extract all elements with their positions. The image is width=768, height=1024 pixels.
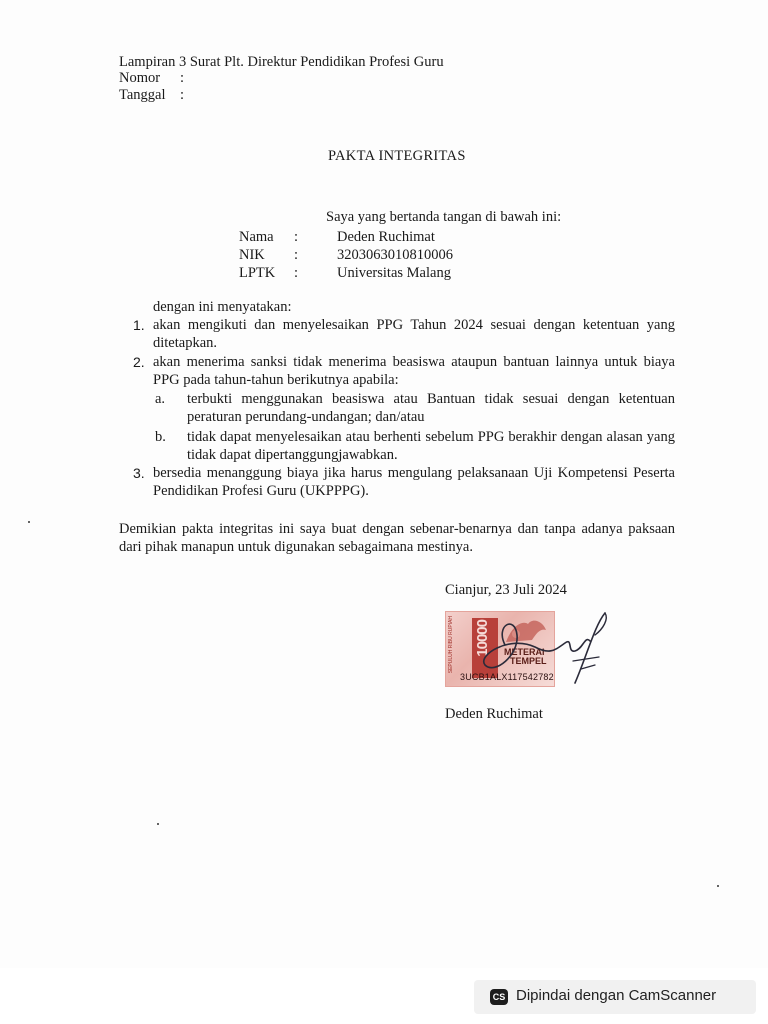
intro-text: Saya yang bertanda tangan di bawah ini: (326, 209, 562, 225)
item-text-1: akan mengikuti dan menyelesaikan PPG Tahun 2024 sesuai dengan ketentuan yang ditetapkan. (153, 317, 675, 351)
identity-label-nama: Nama (239, 229, 274, 245)
item-number-1: 1. (133, 317, 145, 333)
scan-speck (28, 521, 30, 523)
item-text-2: akan menerima sanksi tidak menerima beasiswa ataupun bantuan lainnya untuk biaya PPG pada tahun-tahun berikutnya apabila: (153, 354, 675, 388)
camscanner-watermark (474, 980, 756, 1014)
signature-scribble (455, 605, 615, 695)
scan-speck (717, 885, 719, 887)
header-nomor-colon: : (180, 70, 185, 86)
camscanner-logo-icon: CS (490, 989, 508, 1005)
stamp-label-line2: TEMPEL (510, 656, 547, 666)
subitem-text-a: terbukti menggunakan beasiswa atau Bantuan tidak sesuai dengan ketentuan peraturan perundang-undangan; dan/atau (187, 391, 675, 425)
header-nomor-label: Nomor (119, 70, 161, 86)
header-attachment-line: Lampiran 3 Surat Plt. Direktur Pendidikan Profesi Guru (119, 54, 444, 70)
page-title: PAKTA INTEGRITAS (328, 148, 466, 164)
stamp-label-line1: METERAI (504, 647, 545, 657)
subitem-letter-b: b. (155, 429, 166, 445)
signer-name: Deden Ruchimat (445, 706, 543, 722)
identity-label-lptk: LPTK (239, 265, 276, 281)
identity-colon-nama: : (294, 229, 299, 245)
camscanner-text: Dipindai dengan CamScanner (516, 987, 717, 1004)
identity-label-nik: NIK (239, 247, 265, 263)
scan-speck (157, 823, 159, 825)
stamp-value: 10000 (474, 620, 491, 657)
statement-intro: dengan ini menyatakan: (153, 299, 292, 315)
stamp-side-text: SEPULUH RIBU RUPIAH (448, 616, 454, 674)
header-tanggal-colon: : (180, 87, 185, 103)
subitem-text-b: tidak dapat menyelesaikan atau berhenti sebelum PPG berakhir dengan alasan yang tidak dapat dipertanggungjawabkan. (187, 429, 675, 463)
identity-colon-lptk: : (294, 265, 299, 281)
closing-paragraph: Demikian pakta integritas ini saya buat dengan sebenar-benarnya dan tanpa adanya paksaan dari pihak manapun untuk digunakan sebagaimana mestinya. (119, 521, 675, 555)
identity-value-nama: Deden Ruchimat (337, 229, 435, 245)
item-number-3: 3. (133, 465, 145, 481)
item-text-3: bersedia menanggung biaya jika harus mengulang pelaksanaan Uji Kompetensi Peserta Pendidikan Profesi Guru (UKPPPG). (153, 465, 675, 499)
identity-value-nik: 3203063010810006 (337, 247, 453, 263)
subitem-letter-a: a. (155, 391, 166, 407)
place-date: Cianjur, 23 Juli 2024 (445, 582, 567, 598)
item-number-2: 2. (133, 354, 145, 370)
identity-colon-nik: : (294, 247, 299, 263)
stamp-serial: 3UCB1ALX117542782 (460, 672, 554, 682)
identity-value-lptk: Universitas Malang (337, 265, 451, 281)
header-tanggal-label: Tanggal (119, 87, 166, 103)
